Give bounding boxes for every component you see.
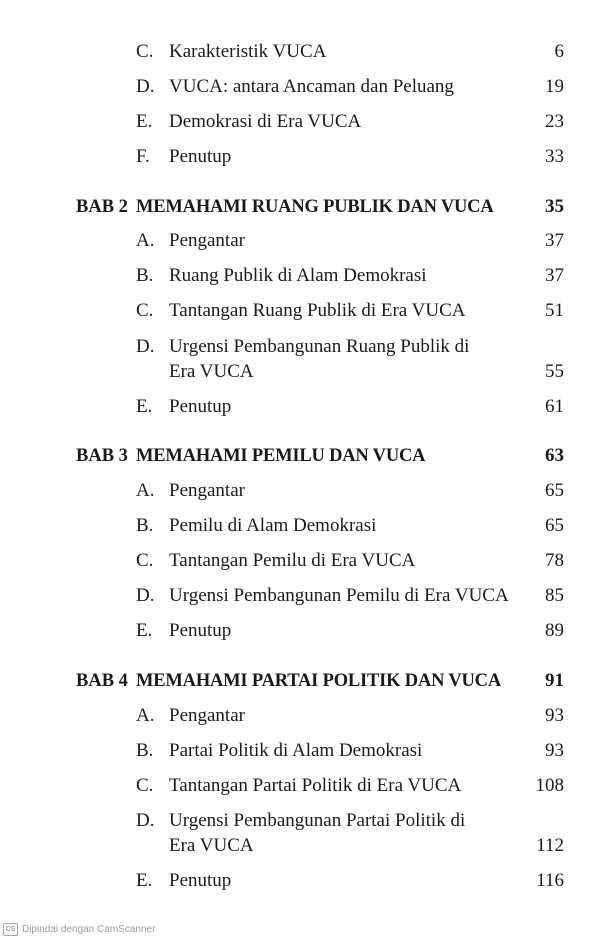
entry-page: 19 <box>545 76 564 97</box>
entry-title-line2: Era VUCA <box>169 361 254 382</box>
entry-title: Karakteristik VUCA <box>169 41 327 62</box>
entry-letter: C. <box>136 775 154 796</box>
chapter-page: 91 <box>545 670 564 691</box>
entry-page: 6 <box>554 41 564 62</box>
entry-title: Pemilu di Alam Demokrasi <box>169 515 377 536</box>
entry-page: 55 <box>545 361 564 382</box>
entry-title: Pengantar <box>169 480 245 501</box>
entry-page: 23 <box>545 111 564 132</box>
entry-letter: C. <box>136 550 154 571</box>
camscanner-logo-icon: CS <box>3 923 18 936</box>
entry-letter: B. <box>136 740 154 761</box>
entry-title: Penutup <box>169 620 232 641</box>
entry-letter: F. <box>136 146 150 167</box>
entry-letter: E. <box>136 620 153 641</box>
entry-title-line1: Urgensi Pembangunan Ruang Publik di <box>169 336 470 357</box>
entry-page: 116 <box>536 870 564 891</box>
entry-title: Pengantar <box>169 705 245 726</box>
entry-title-line2: Era VUCA <box>169 835 254 856</box>
entry-title: Demokrasi di Era VUCA <box>169 111 362 132</box>
entry-page: 89 <box>545 620 564 641</box>
entry-page: 51 <box>545 300 564 321</box>
entry-letter: E. <box>136 111 153 132</box>
entry-title: Tantangan Pemilu di Era VUCA <box>169 550 416 571</box>
entry-title-line1: Urgensi Pembangunan Partai Politik di <box>169 810 466 831</box>
entry-letter: E. <box>136 870 153 891</box>
entry-title: Urgensi Pembangunan Pemilu di Era VUCA <box>169 585 509 606</box>
entry-title: Ruang Publik di Alam Demokrasi <box>169 265 427 286</box>
entry-page: 37 <box>545 230 564 251</box>
entry-title: Penutup <box>169 870 232 891</box>
entry-letter: B. <box>136 515 154 536</box>
entry-letter: A. <box>136 705 155 726</box>
chapter-page: 35 <box>545 196 564 217</box>
entry-page: 93 <box>545 740 564 761</box>
entry-letter: E. <box>136 396 153 417</box>
entry-title: Penutup <box>169 146 232 167</box>
entry-letter: D. <box>136 810 155 831</box>
entry-page: 112 <box>536 835 564 856</box>
entry-letter: A. <box>136 480 155 501</box>
chapter-title: MEMAHAMI RUANG PUBLIK DAN VUCA <box>136 197 494 217</box>
entry-title: Partai Politik di Alam Demokrasi <box>169 740 423 761</box>
chapter-title: MEMAHAMI PARTAI POLITIK DAN VUCA <box>136 671 502 691</box>
watermark-text: Dipindai dengan CamScanner <box>22 923 156 935</box>
entry-letter: C. <box>136 41 154 62</box>
entry-title: VUCA: antara Ancaman dan Peluang <box>169 76 454 97</box>
entry-page: 61 <box>545 396 564 417</box>
entry-page: 78 <box>545 550 564 571</box>
entry-title: Pengantar <box>169 230 245 251</box>
entry-letter: D. <box>136 336 155 357</box>
entry-page: 33 <box>545 146 564 167</box>
entry-letter: B. <box>136 265 154 286</box>
entry-title: Tantangan Partai Politik di Era VUCA <box>169 775 462 796</box>
camscanner-watermark <box>3 921 155 937</box>
entry-page: 93 <box>545 705 564 726</box>
entry-letter: A. <box>136 230 155 251</box>
entry-page: 85 <box>545 585 564 606</box>
chapter-page: 63 <box>545 445 564 466</box>
entry-page: 37 <box>545 265 564 286</box>
chapter-title: MEMAHAMI PEMILU DAN VUCA <box>136 446 426 466</box>
entry-letter: C. <box>136 300 154 321</box>
chapter-label: BAB 3 <box>76 446 128 466</box>
entry-page: 108 <box>535 775 564 796</box>
chapter-label: BAB 2 <box>76 197 128 217</box>
entry-letter: D. <box>136 76 155 97</box>
entry-letter: D. <box>136 585 155 606</box>
entry-page: 65 <box>545 515 564 536</box>
entry-title: Penutup <box>169 396 232 417</box>
entry-page: 65 <box>545 480 564 501</box>
entry-title: Tantangan Ruang Publik di Era VUCA <box>169 300 466 321</box>
chapter-label: BAB 4 <box>76 671 128 691</box>
